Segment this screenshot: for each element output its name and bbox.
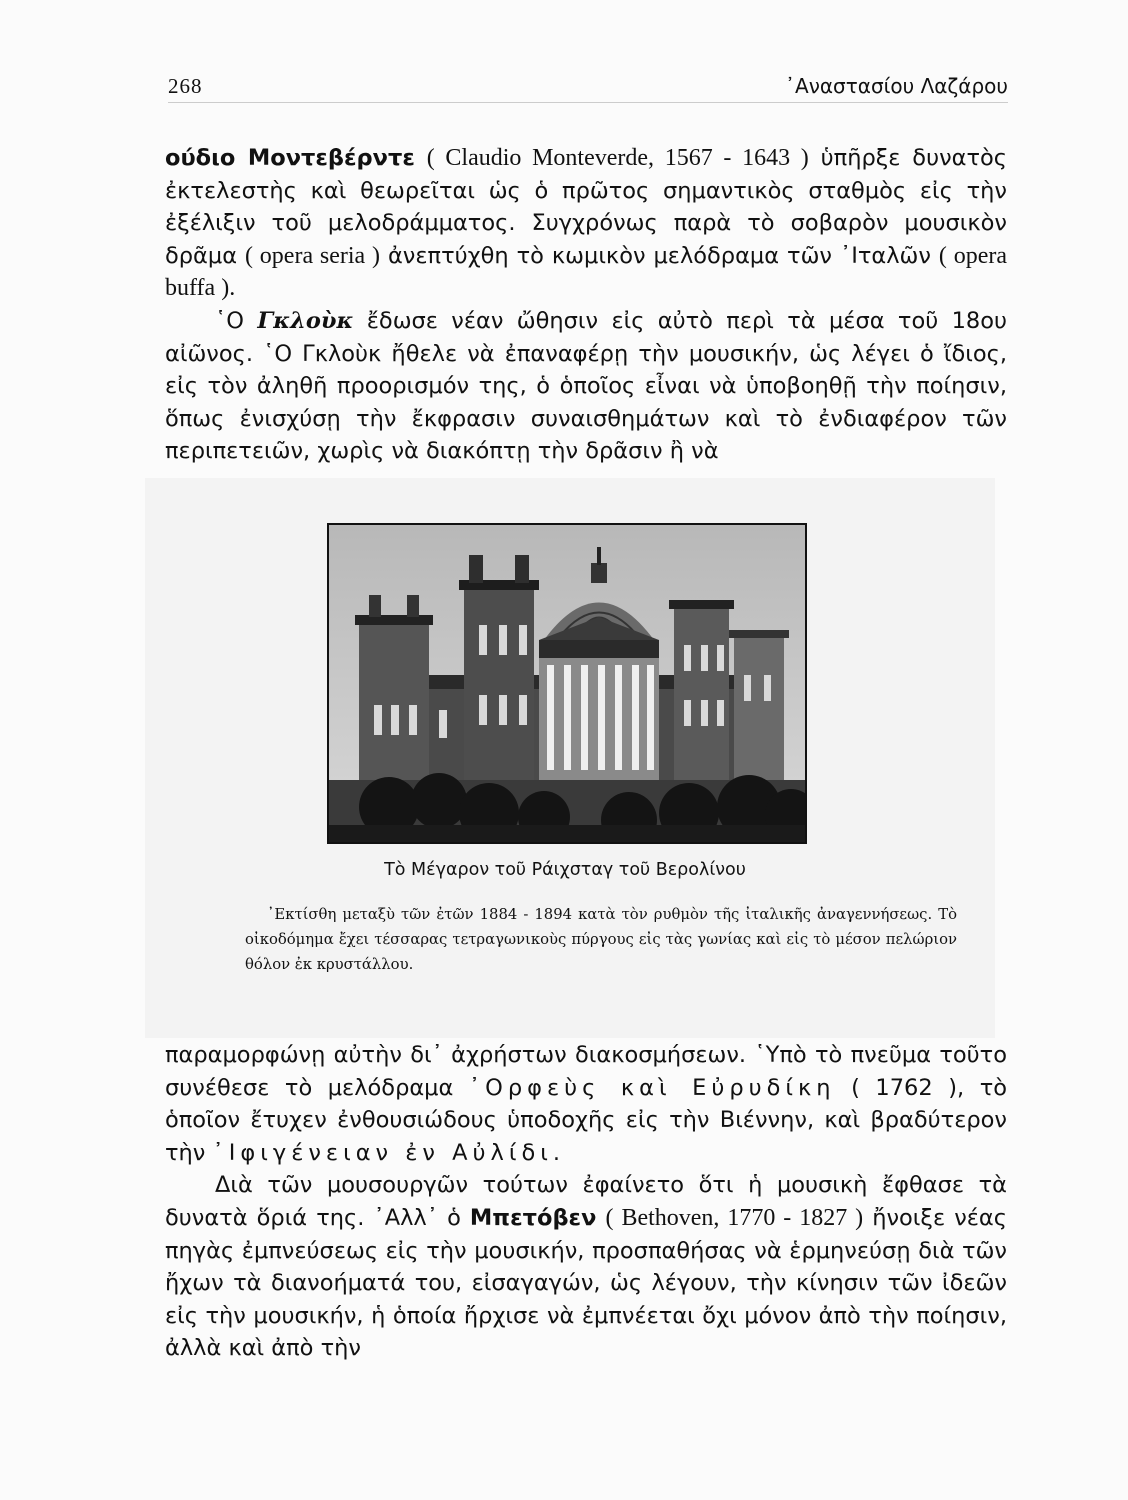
paragraph-text: ( 1762 ), τὸ ὁποῖον ἔτυχεν ἐνθουσιώδους ὑποδοχῆς εἰς τὴν Βιέννην, καὶ βραδύτερον τὴν [165, 1074, 1008, 1166]
running-head: ᾽Αναστασίου Λαζάρου [785, 74, 1008, 98]
figure-caption-title: Τὸ Μέγαρον τοῦ Ράιχσταγ τοῦ Βερολίνου [384, 860, 746, 880]
paragraph-gluck [165, 305, 1007, 468]
composer-latin-monteverdi: ( Claudio Monteverde, 1567 - 1643 ) [426, 145, 809, 171]
paragraph-lead: ῾Ο [215, 307, 258, 334]
opera-buffa-term: ( opera buffa ). [165, 242, 1008, 302]
paragraph-text: παραμορφώνῃ αὐτὴν δι᾽ ἀχρήστων διακοσμήσεων. ῾Υπὸ τὸ πνεῦμα τοῦτο συνέθεσε τὸ μελόδραμα [165, 1042, 1007, 1101]
work-title-iphigenia: ᾽Ιφιγένειαν ἐν Αὐλίδι [212, 1139, 553, 1166]
paragraph-text: ἀνεπτύχθη τὸ κωμικὸν μελόδραμα τῶν ᾽Ιταλῶν [380, 242, 939, 269]
reichstag-illustration [329, 525, 805, 842]
page-number: 268 [168, 74, 203, 98]
page-header [168, 68, 1008, 103]
composer-name-beethoven: Μπετόβεν [469, 1204, 597, 1231]
composer-name-gluck: Γκλοὺκ [257, 307, 354, 334]
paragraph-text: ὑπῆρξε δυνατὸς ἐκτελεστὴς καὶ θεωρεῖται ὡς ὁ πρῶτος σημαντικὸς σταθμὸς εἰς τὴν ἐξέλιξιν τοῦ μελοδράμματος. Συγχρόνως παρὰ τὸ σοβαρὸν μουσικὸν δρᾶμα [165, 145, 1008, 269]
figure-caption-description: ᾽Εκτίσθη μεταξὺ τῶν ἐτῶν 1884 - 1894 κατὰ τὸν ρυθμὸν τῆς ἰταλικῆς ἀναγεννήσεως. Τὸ οἰκοδόμημα ἔχει τέσσαρας τετραγωνικοὺς πύργους εἰς τὰς γωνίας καὶ εἰς τὸ μέσον πελώριον θόλον ἐκ κρυστάλλου. [245, 906, 957, 973]
paragraph-text: Διὰ τῶν μουσουργῶν τούτων ἐφαίνετο ὅτι ἡ μουσικὴ ἔφθασε τὰ δυνατὰ ὅριά της. ᾽Αλλ᾽ ὁ [165, 1172, 1007, 1231]
paragraph-text: ἤνοιξε νέας πηγὰς ἐμπνεύσεως εἰς τὴν μουσικήν, προσπαθήσας νὰ ἑρμηνεύσῃ διὰ τῶν ἤχων τὰ διανοήματά του, εἰσαγαγών, ὡς λέγουν, τὴν κίνησιν τῶν ἰδεῶν εἰς τὴν μουσικήν, ἡ ὁποία ἤρχισε νὰ ἐμπνέεται ὄχι μόνον ἀπὸ τὴν ποίησιν, ἀλλὰ καὶ ἀπὸ τὴν [165, 1204, 1007, 1362]
paragraph-text: ἔδωσε νέαν ὤθησιν εἰς αὐτὸ περὶ τὰ μέσα τοῦ 18ου αἰῶνος. ῾Ο Γκλοὺκ ἤθελε νὰ ἐπαναφέρῃ τὴν μουσικήν, ὡς λέγει ὁ ἴδιος, εἰς τὸν ἀληθῆ προορισμόν της, ὁ ὁποῖος εἶναι νὰ ὑποβοηθῇ τὴν ποίησιν, ὅπως ἐνισχύσῃ τὴν ἔκφρασιν συναισθημάτων καὶ τὸ ἐνδιαφέρον τῶν περιπετειῶν, χωρὶς νὰ διακόπτῃ τὴν δρᾶσιν ἢ νὰ [165, 307, 1007, 465]
composer-latin-beethoven: ( Bethoven, 1770 - 1827 ) [605, 1204, 864, 1231]
paragraph-beethoven [165, 1169, 1007, 1365]
work-title-orpheus: ᾽Ορφεὺς καὶ Εὐρυδίκη [468, 1074, 836, 1101]
paragraph-text: . [552, 1139, 561, 1166]
composer-name-monteverdi: ούδιο Μοντεβέρντε [165, 145, 415, 171]
paragraph-monteverdi [165, 142, 1007, 305]
text-block-bottom [165, 1039, 1007, 1365]
paragraph-gluck-continued [165, 1039, 1007, 1169]
reichstag-photo [327, 523, 807, 844]
opera-seria-term: ( opera seria ) [245, 242, 381, 269]
text-block-top [165, 142, 1007, 468]
